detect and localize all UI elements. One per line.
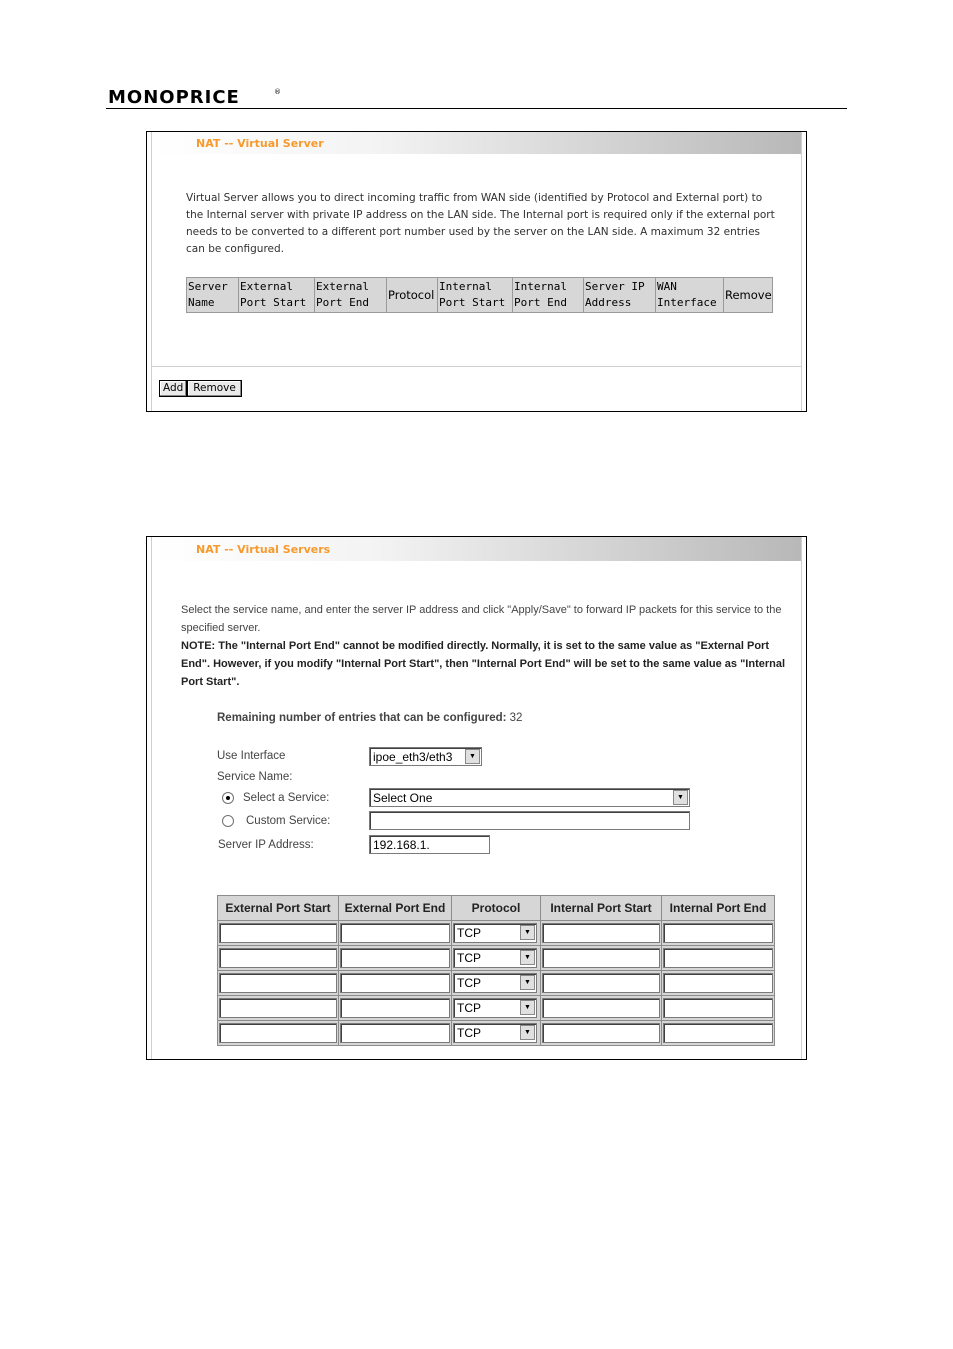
external-port-start-input[interactable] (219, 998, 337, 1018)
add-button[interactable]: Add (159, 380, 187, 397)
column-header: WAN Interface (656, 278, 724, 313)
remaining-entries (217, 712, 522, 724)
header-rule (106, 108, 847, 109)
svg-text:MONOPRICE: MONOPRICE (108, 87, 240, 106)
protocol-select[interactable] (453, 923, 537, 943)
service-select-value: Select One (373, 791, 433, 805)
port-mapping-table (217, 895, 775, 1046)
column-header: Internal Port End (513, 278, 584, 313)
virtual-server-list-panel (146, 131, 807, 412)
server-ip-label: Server IP Address: (218, 839, 314, 851)
service-select[interactable] (369, 788, 690, 807)
monoprice-logo (108, 86, 283, 106)
table-row (218, 921, 775, 946)
internal-port-end-input[interactable] (663, 948, 773, 968)
internal-port-start-input[interactable] (542, 998, 660, 1018)
external-port-end-input[interactable] (340, 1023, 450, 1043)
column-header: Internal Port Start (438, 278, 513, 313)
column-header: Internal Port End (662, 896, 775, 921)
protocol-select[interactable] (453, 973, 537, 993)
use-interface-label: Use Interface (217, 750, 286, 762)
svg-text:®: ® (274, 88, 281, 96)
column-header: Protocol (452, 896, 541, 921)
remove-button[interactable]: Remove (187, 380, 242, 397)
internal-port-end-input[interactable] (663, 1023, 773, 1043)
protocol-value: TCP (457, 926, 481, 940)
internal-port-start-input[interactable] (542, 923, 660, 943)
protocol-value: TCP (457, 1026, 481, 1040)
chevron-down-icon[interactable]: ▼ (673, 790, 688, 805)
column-header: External Port Start (218, 896, 339, 921)
internal-port-end-input[interactable] (663, 973, 773, 993)
chevron-down-icon[interactable]: ▼ (520, 975, 535, 990)
panel-description: Virtual Server allows you to direct incoming traffic from WAN side (identified by Protocol and External port) to the Internal server with private IP address on the LAN side. The Internal port is required only if the external port needs to be converted to a different port number used by the server on the LAN side. A maximum 32 entries can be configured. (186, 192, 775, 255)
chevron-down-icon[interactable]: ▼ (520, 1000, 535, 1015)
custom-service-radio[interactable] (222, 815, 234, 827)
use-interface-value: ipoe_eth3/eth3 (373, 750, 453, 764)
internal-port-end-input[interactable] (663, 998, 773, 1018)
external-port-start-input[interactable] (219, 948, 337, 968)
panel-title-bar (152, 537, 801, 561)
external-port-end-input[interactable] (340, 923, 450, 943)
table-row (218, 946, 775, 971)
internal-port-end-input[interactable] (663, 923, 773, 943)
protocol-select[interactable] (453, 998, 537, 1018)
column-header: External Port Start (239, 278, 315, 313)
external-port-end-input[interactable] (340, 948, 450, 968)
internal-port-start-input[interactable] (542, 1023, 660, 1043)
protocol-select[interactable] (453, 1023, 537, 1043)
panel-title: NAT -- Virtual Servers (196, 543, 331, 556)
chevron-down-icon[interactable]: ▼ (465, 749, 480, 764)
server-ip-input[interactable]: 192.168.1. (369, 835, 490, 854)
custom-service-label: Custom Service: (246, 815, 331, 827)
protocol-value: TCP (457, 951, 481, 965)
internal-port-start-input[interactable] (542, 973, 660, 993)
intro-text: Select the service name, and enter the server IP address and click "Apply/Save" to forward IP packets for this service to the specified server. (181, 604, 782, 634)
select-service-radio[interactable] (222, 792, 234, 804)
internal-port-start-input[interactable] (542, 948, 660, 968)
column-header: External Port End (315, 278, 387, 313)
column-header: Server Name (187, 278, 239, 313)
chevron-down-icon[interactable]: ▼ (520, 950, 535, 965)
use-interface-select[interactable] (369, 747, 482, 766)
protocol-value: TCP (457, 976, 481, 990)
table-row (218, 996, 775, 1021)
chevron-down-icon[interactable]: ▼ (520, 1025, 535, 1040)
panel-title: NAT -- Virtual Server (196, 137, 324, 150)
chevron-down-icon[interactable]: ▼ (520, 925, 535, 940)
note-text: NOTE: The "Internal Port End" cannot be modified directly. Normally, it is set to the same value as "External Port End". However, if you modify "Internal Port Start", then "Internal Port End" will be set to the same value as "Internal Port Start". (181, 640, 786, 688)
column-header: Internal Port Start (541, 896, 662, 921)
remaining-value: 32 (509, 712, 523, 724)
panel-title-bar (152, 132, 801, 154)
table-row (218, 1021, 775, 1046)
external-port-end-input[interactable] (340, 998, 450, 1018)
external-port-end-input[interactable] (340, 973, 450, 993)
virtual-server-add-panel (146, 536, 807, 1060)
service-name-label: Service Name: (217, 771, 293, 783)
virtual-server-table (186, 277, 773, 313)
column-header: Protocol (387, 278, 438, 313)
column-header: Server IP Address (584, 278, 656, 313)
select-service-label: Select a Service: (243, 792, 330, 804)
column-header: External Port End (339, 896, 452, 921)
column-header: Remove (724, 278, 773, 313)
protocol-value: TCP (457, 1001, 481, 1015)
table-row (218, 971, 775, 996)
remaining-label: Remaining number of entries that can be configured: (217, 712, 507, 724)
external-port-start-input[interactable] (219, 923, 337, 943)
external-port-start-input[interactable] (219, 1023, 337, 1043)
external-port-start-input[interactable] (219, 973, 337, 993)
custom-service-input[interactable] (369, 811, 690, 830)
protocol-select[interactable] (453, 948, 537, 968)
divider (152, 366, 801, 367)
